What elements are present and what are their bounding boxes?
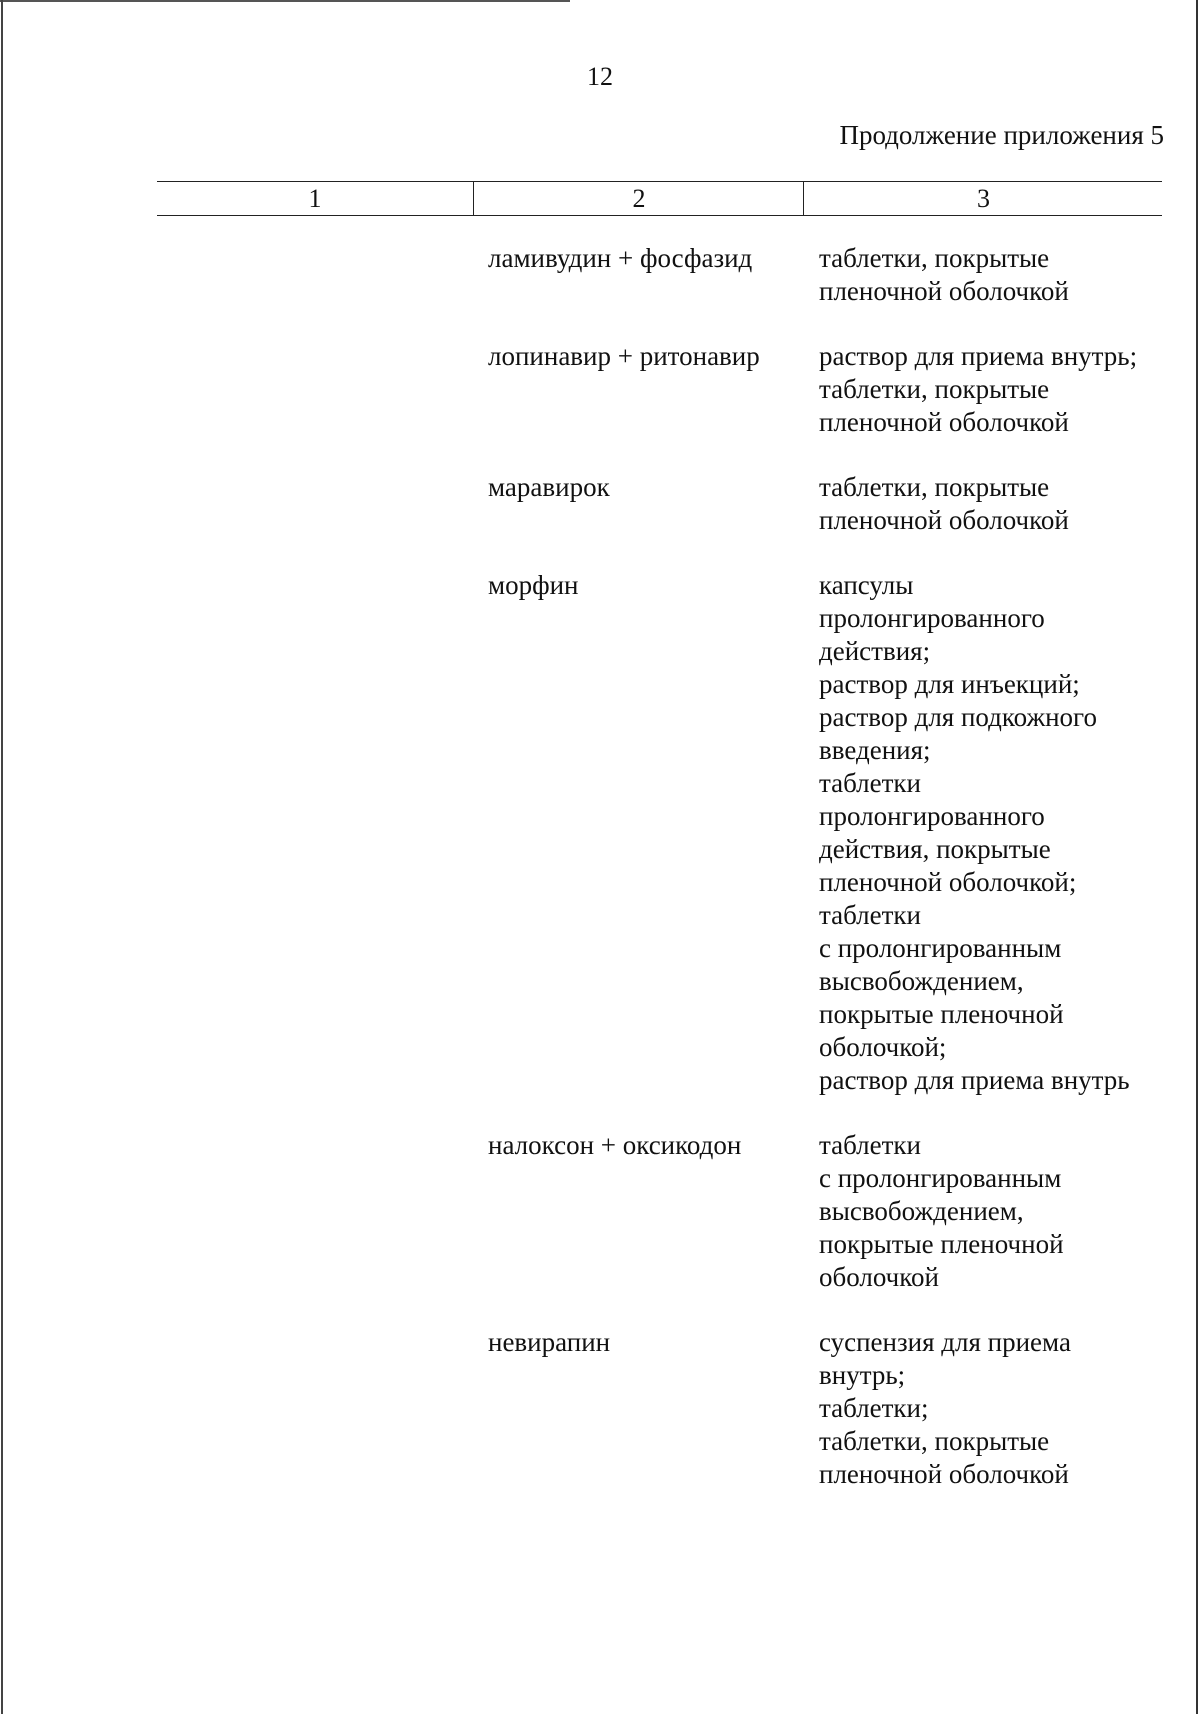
page-number: 12 [587, 62, 613, 91]
dosage-form-line: раствор для инъекций; [819, 669, 1080, 699]
dosage-form-line: таблетки, покрытые [819, 1426, 1050, 1456]
table-body [0, 242, 1200, 1523]
drug-name: невирапин [488, 1327, 611, 1357]
dosage-forms [819, 1326, 1169, 1491]
dosage-form-line: суспензия для приема [819, 1327, 1071, 1357]
dosage-form-line: пленочной оболочкой [819, 505, 1069, 535]
dosage-form-line: пролонгированного [819, 603, 1045, 633]
dosage-forms [819, 471, 1169, 537]
dosage-form-line: высвобождением, [819, 1196, 1024, 1226]
dosage-form-line: пленочной оболочкой [819, 407, 1069, 437]
table-header-col-2: 2 [473, 182, 804, 215]
dosage-form-line: действия, покрытые [819, 834, 1051, 864]
dosage-form-line: покрытые пленочной [819, 999, 1064, 1029]
dosage-forms [819, 1129, 1169, 1294]
dosage-form-line: оболочкой [819, 1262, 939, 1292]
drug-name: ламивудин + фосфазид [488, 243, 753, 273]
table-header-col-1: 1 [308, 184, 322, 213]
dosage-form-line: пленочной оболочкой [819, 276, 1069, 306]
table-row [0, 340, 1200, 439]
dosage-form-line: пленочной оболочкой [819, 1459, 1069, 1489]
dosage-form-line: таблетки, покрытые [819, 243, 1050, 273]
dosage-form-line: таблетки [819, 1130, 922, 1160]
dosage-form-line: введения; [819, 735, 931, 765]
dosage-form-line: таблетки, покрытые [819, 374, 1050, 404]
dosage-form-line: покрытые пленочной [819, 1229, 1064, 1259]
drug-name: морфин [488, 570, 579, 600]
dosage-form-line: высвобождением, [819, 966, 1024, 996]
table-header-col-3: 3 [803, 182, 1163, 215]
dosage-forms [819, 340, 1169, 439]
table-row [0, 471, 1200, 537]
dosage-form-line: внутрь; [819, 1360, 906, 1390]
appendix-continuation-note: Продолжение приложения 5 [839, 120, 1164, 150]
table-row [0, 1129, 1200, 1294]
table-row [0, 569, 1200, 1097]
dosage-form-line: раствор для приема внутрь [819, 1065, 1130, 1095]
dosage-form-line: капсулы [819, 570, 914, 600]
scan-edge-top [0, 0, 570, 2]
dosage-form-line: таблетки; [819, 1393, 929, 1423]
dosage-form-line: пролонгированного [819, 801, 1045, 831]
dosage-form-line: таблетки, покрытые [819, 472, 1050, 502]
drug-name: налоксон + оксикодон [488, 1130, 742, 1160]
dosage-form-line: пленочной оболочкой; [819, 867, 1077, 897]
dosage-form-line: оболочкой; [819, 1032, 947, 1062]
dosage-form-line: раствор для подкожного [819, 702, 1097, 732]
table-row [0, 1326, 1200, 1491]
dosage-forms [819, 242, 1169, 308]
dosage-form-line: раствор для приема внутрь; [819, 341, 1138, 371]
dosage-form-line: таблетки [819, 900, 922, 930]
dosage-form-line: с пролонгированным [819, 1163, 1062, 1193]
dosage-form-line: с пролонгированным [819, 933, 1062, 963]
table-header [157, 181, 1162, 216]
dosage-form-line: таблетки [819, 768, 922, 798]
table-row [0, 242, 1200, 308]
drug-name: лопинавир + ритонавир [488, 341, 760, 371]
dosage-form-line: действия; [819, 636, 931, 666]
dosage-forms [819, 569, 1169, 1097]
drug-name: маравирок [488, 472, 610, 502]
